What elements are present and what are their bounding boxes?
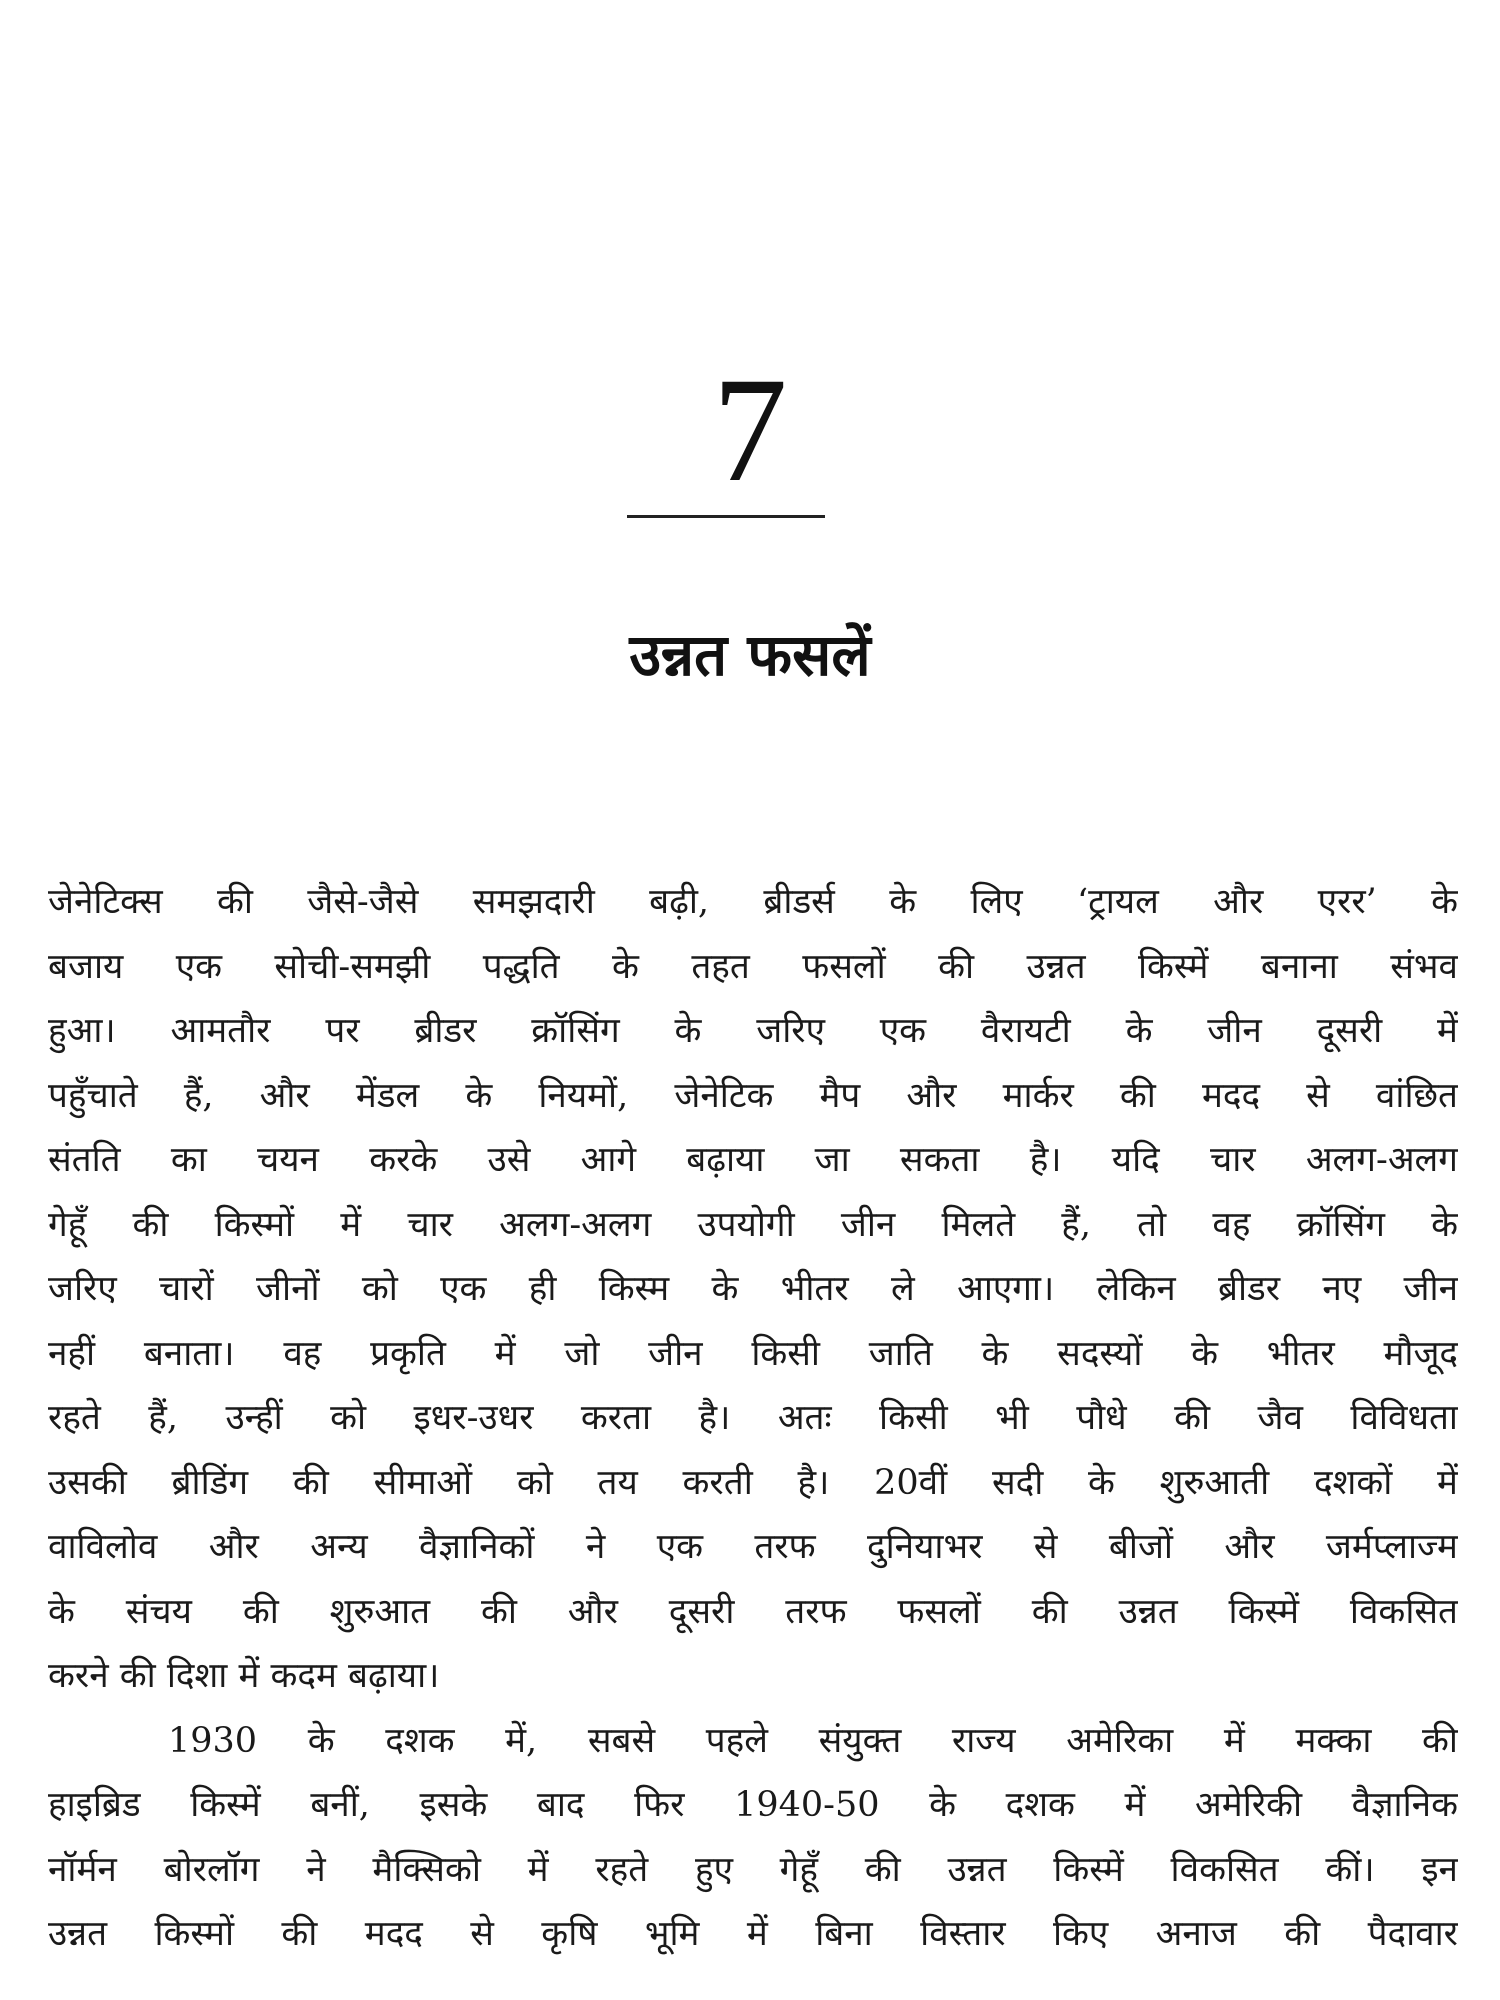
text-line: बजाय एक सोची-समझी पद्धति के तहत फसलों की उन्नत किस्में बनाना संभव <box>48 946 1458 987</box>
text-line: 1930 के दशक में, सबसे पहले संयुक्त राज्य अमेरिका में मक्का की <box>168 1720 1458 1761</box>
text-line: हाइब्रिड किस्में बनीं, इसके बाद फिर 1940-50 के दशक में अमेरिकी वैज्ञानिक <box>48 1785 1458 1825</box>
text-line: पहुँचाते हैं, और मेंडल के नियमों, जेनेटिक मैप और मार्कर की मदद से वांछित <box>48 1075 1458 1116</box>
text-line: के संचय की शुरुआत की और दूसरी तरफ फसलों की उन्नत किस्में विकसित <box>48 1591 1458 1632</box>
text-line: जेनेटिक्स की जैसे-जैसे समझदारी बढ़ी, ब्रीडर्स के लिए ‘ट्रायल और एरर’ के <box>48 882 1458 922</box>
text-line: संतति का चयन करके उसे आगे बढ़ाया जा सकता है। यदि चार अलग-अलग <box>48 1140 1458 1180</box>
text-line: नहीं बनाता। वह प्रकृति में जो जीन किसी जाति के सदस्यों के भीतर मौजूद <box>48 1333 1458 1374</box>
text-line: नॉर्मन बोरलॉग ने मैक्सिको में रहते हुए गेहूँ की उन्नत किस्में विकसित कीं। इन <box>48 1849 1458 1890</box>
text-line: रहते हैं, उन्हीं को इधर-उधर करता है। अतः किसी भी पौधे की जैव विविधता <box>48 1398 1458 1438</box>
text-line: उन्नत किस्मों की मदद से कृषि भूमि में बिना विस्तार किए अनाज की पैदावार <box>48 1914 1458 1954</box>
text-line: उसकी ब्रीडिंग की सीमाओं को तय करती है। 20वीं सदी के शुरुआती दशकों में <box>48 1462 1458 1503</box>
chapter-title: उन्नत फसलें <box>629 621 871 689</box>
body-text <box>48 870 1458 1967</box>
text-line: हुआ। आमतौर पर ब्रीडर क्रॉसिंग के जरिए एक वैरायटी के जीन दूसरी में <box>48 1011 1458 1051</box>
chapter-divider <box>627 515 825 518</box>
text-line: गेहूँ की किस्मों में चार अलग-अलग उपयोगी जीन मिलते हैं, तो वह क्रॉसिंग के <box>48 1204 1458 1245</box>
text-line: वाविलोव और अन्य वैज्ञानिकों ने एक तरफ दुनियाभर से बीजों और जर्मप्लाज्म <box>48 1527 1458 1567</box>
text-line: करने की दिशा में कदम बढ़ाया। <box>48 1656 440 1696</box>
text-line: जरिए चारों जीनों को एक ही किस्म के भीतर ले आएगा। लेकिन ब्रीडर नए जीन <box>48 1269 1458 1309</box>
chapter-number: 7 <box>712 347 788 513</box>
